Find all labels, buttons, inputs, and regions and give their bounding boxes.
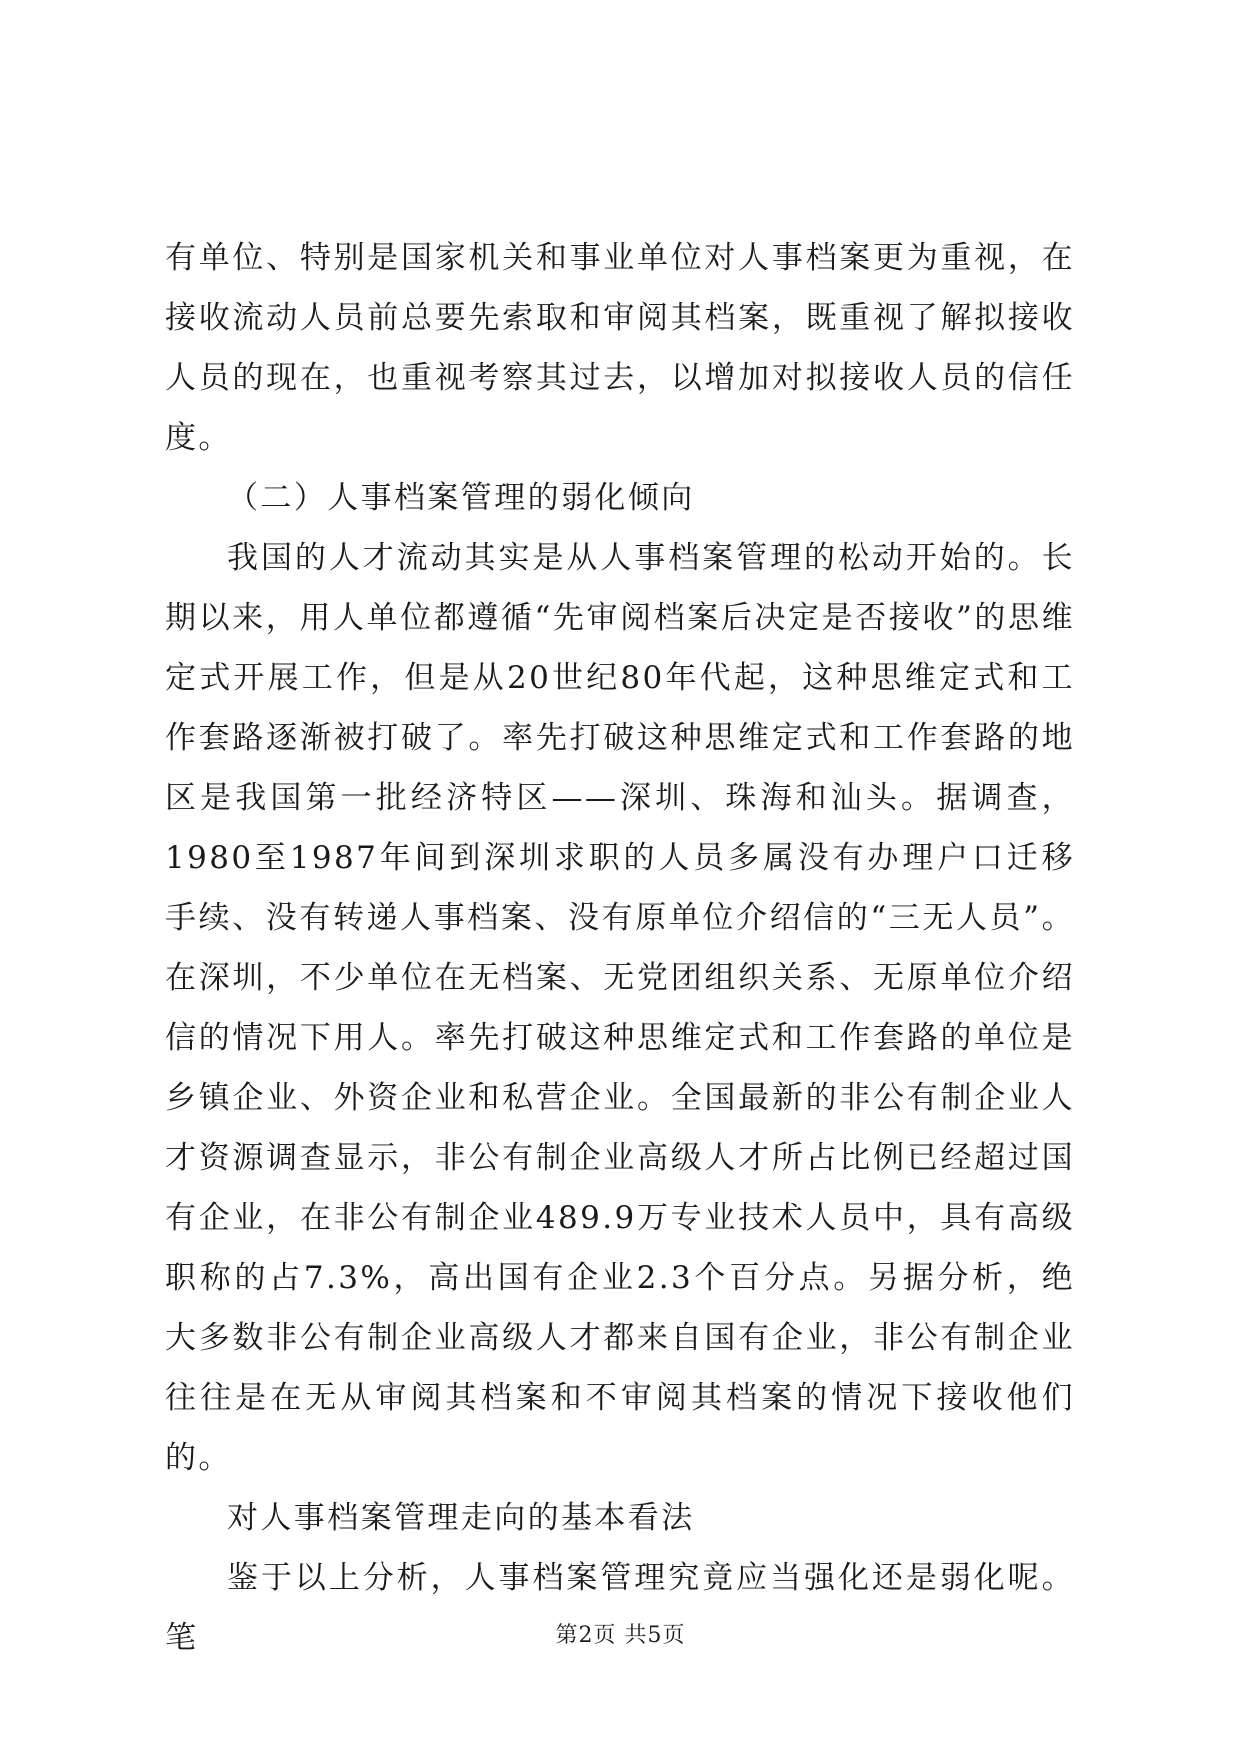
page-footer: 第2页 共5页 xyxy=(555,1623,686,1648)
section-heading-weakening: （二）人事档案管理的弱化倾向 xyxy=(227,480,695,516)
paragraph-continuation: 有单位、特别是国家机关和事业单位对人事档案更为重视，在接收流动人员前总要先索取和审阅其档案，既重视了解拟接收人员的现在，也重视考察其过去，以增加对拟接收人员的信任度。 xyxy=(165,240,1075,456)
paragraph-analysis: 鉴于以上分析，人事档案管理究竟应当强化还是弱化呢。笔 xyxy=(165,1560,1075,1656)
document-body xyxy=(165,228,1075,1668)
paragraph-talent-flow: 我国的人才流动其实是从人事档案管理的松动开始的。长期以来，用人单位都遵循“先审阅档案后决定是否接收”的思维定式开展工作，但是从20世纪80年代起，这种思维定式和工作套路逐渐被打破了。率先打破这种思维定式和工作套路的地区是我国第一批经济特区——深圳、珠海和汕头。据调查，1980至1987年间到深圳求职的人员多属没有办理户口迁移手续、没有转递人事档案、没有原单位介绍信的“三无人员”。在深圳，不少单位在无档案、无党团组织关系、无原单位介绍信的情况下用人。率先打破这种思维定式和工作套路的单位是乡镇企业、外资企业和私营企业。全国最新的非公有制企业人才资源调查显示，非公有制企业高级人才所占比例已经超过国有企业，在非公有制企业489.9万专业技术人员中，具有高级职称的占7.3%，高出国有企业2.3个百分点。另据分析，绝大多数非公有制企业高级人才都来自国有企业，非公有制企业往往是在无从审阅其档案和不审阅其档案的情况下接收他们的。 xyxy=(165,540,1075,1476)
section-heading-basic-view: 对人事档案管理走向的基本看法 xyxy=(227,1500,695,1536)
